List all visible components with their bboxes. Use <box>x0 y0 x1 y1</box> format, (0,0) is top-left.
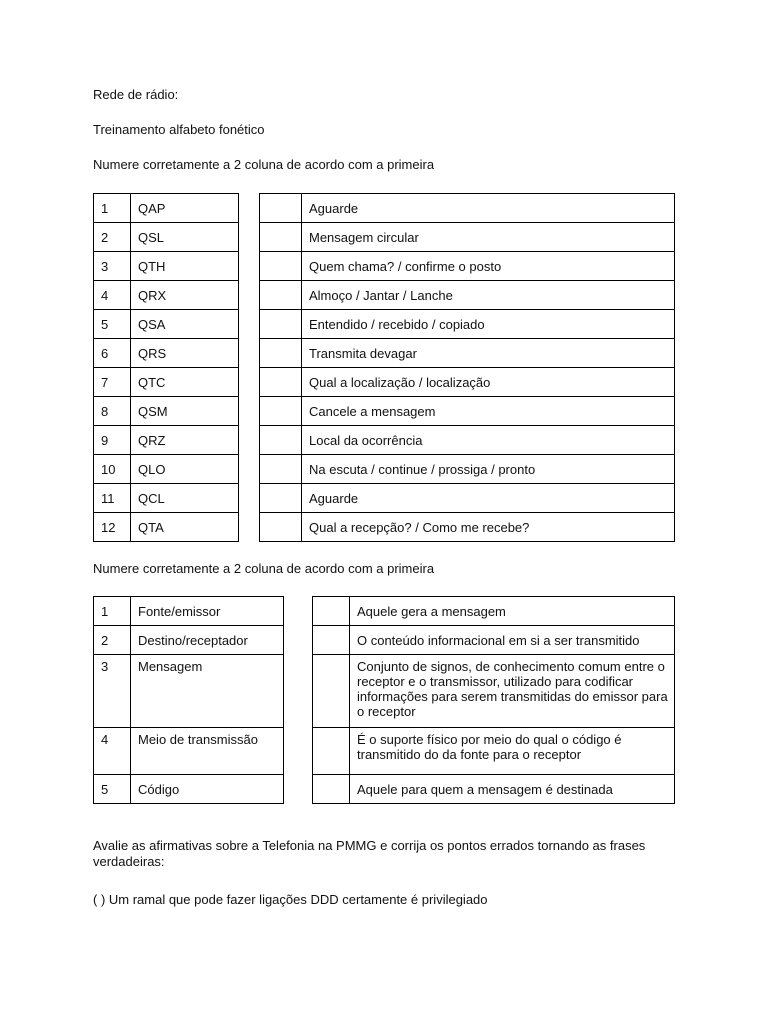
table-row <box>94 426 239 455</box>
doc-subtitle: Treinamento alfabeto fonético <box>93 122 265 137</box>
row-number: 5 <box>94 775 131 804</box>
answer-blank-cell[interactable] <box>313 728 350 775</box>
table-row <box>94 513 239 542</box>
table-row <box>313 775 675 804</box>
answer-blank-cell[interactable] <box>260 455 302 484</box>
row-number: 11 <box>94 484 131 513</box>
answer-blank-cell[interactable] <box>260 513 302 542</box>
meaning-cell: Qual a localização / localização <box>302 368 675 397</box>
table-row <box>260 368 675 397</box>
table-row <box>260 223 675 252</box>
table-row <box>260 513 675 542</box>
meaning-cell: Almoço / Jantar / Lanche <box>302 281 675 310</box>
table-row <box>260 426 675 455</box>
table-row <box>94 223 239 252</box>
meaning-cell: Entendido / recebido / copiado <box>302 310 675 339</box>
code-cell: QRX <box>131 281 239 310</box>
row-number: 5 <box>94 310 131 339</box>
table-row <box>313 728 675 775</box>
code-cell: QSA <box>131 310 239 339</box>
term-cell: Fonte/emissor <box>131 597 284 626</box>
answer-blank-cell[interactable] <box>260 252 302 281</box>
row-number: 4 <box>94 281 131 310</box>
table-row <box>94 597 284 626</box>
row-number: 2 <box>94 223 131 252</box>
answer-blank-cell[interactable] <box>313 775 350 804</box>
row-number: 10 <box>94 455 131 484</box>
row-number: 3 <box>94 252 131 281</box>
table-row <box>94 655 284 728</box>
table-row <box>260 194 675 223</box>
term-cell: Meio de transmissão <box>131 728 284 775</box>
definitions-table <box>312 596 675 804</box>
table-row <box>94 281 239 310</box>
definition-cell: O conteúdo informacional em si a ser transmitido <box>350 626 675 655</box>
row-number: 1 <box>94 597 131 626</box>
code-cell: QTA <box>131 513 239 542</box>
code-cell: QCL <box>131 484 239 513</box>
row-number: 2 <box>94 626 131 655</box>
meaning-cell: Quem chama? / confirme o posto <box>302 252 675 281</box>
table-row <box>94 194 239 223</box>
instruction-2: Numere corretamente a 2 coluna de acordo com a primeira <box>93 561 435 576</box>
table-row <box>94 626 284 655</box>
answer-blank-cell[interactable] <box>260 310 302 339</box>
answer-blank-cell[interactable] <box>260 281 302 310</box>
statement-1: ( ) Um ramal que pode fazer ligações DDD certamente é privilegiado <box>93 892 488 907</box>
answer-blank-cell[interactable] <box>313 597 350 626</box>
meaning-cell: Local da ocorrência <box>302 426 675 455</box>
answer-blank-cell[interactable] <box>260 194 302 223</box>
table-row <box>260 310 675 339</box>
code-cell: QRS <box>131 339 239 368</box>
section3-intro: Avalie as afirmativas sobre a Telefonia na PMMG e corrija os pontos errados tornando as frases verdadeiras: <box>93 838 646 869</box>
row-number: 9 <box>94 426 131 455</box>
table-row <box>313 655 675 728</box>
row-number: 4 <box>94 728 131 775</box>
answer-blank-cell[interactable] <box>313 626 350 655</box>
code-cell: QRZ <box>131 426 239 455</box>
table-row <box>94 339 239 368</box>
term-cell: Mensagem <box>131 655 284 728</box>
code-cell: QTC <box>131 368 239 397</box>
table-row <box>260 339 675 368</box>
table-row <box>94 252 239 281</box>
table-row <box>260 484 675 513</box>
definition-cell: Conjunto de signos, de conhecimento comum entre o receptor e o transmissor, utilizado para codificar informações para serem transmitidas do emissor para o receptor <box>350 655 675 728</box>
meaning-cell: Aguarde <box>302 484 675 513</box>
meaning-cell: Qual a recepção? / Como me recebe? <box>302 513 675 542</box>
answer-blank-cell[interactable] <box>260 368 302 397</box>
code-cell: QSM <box>131 397 239 426</box>
term-cell: Código <box>131 775 284 804</box>
table-row <box>94 397 239 426</box>
answer-blank-cell[interactable] <box>260 397 302 426</box>
definition-cell: Aquele gera a mensagem <box>350 597 675 626</box>
row-number: 3 <box>94 655 131 728</box>
row-number: 1 <box>94 194 131 223</box>
table-row <box>94 728 284 775</box>
table-row <box>260 397 675 426</box>
answer-blank-cell[interactable] <box>260 339 302 368</box>
table-row <box>313 597 675 626</box>
definition-cell: Aquele para quem a mensagem é destinada <box>350 775 675 804</box>
terms-table <box>93 596 284 804</box>
code-cell: QLO <box>131 455 239 484</box>
definition-cell: É o suporte físico por meio do qual o código é transmitido do da fonte para o receptor <box>350 728 675 775</box>
row-number: 7 <box>94 368 131 397</box>
term-cell: Destino/receptador <box>131 626 284 655</box>
codes-table <box>93 193 239 542</box>
table-row <box>94 310 239 339</box>
answer-blank-cell[interactable] <box>260 223 302 252</box>
answer-blank-cell[interactable] <box>260 484 302 513</box>
meaning-cell: Na escuta / continue / prossiga / pronto <box>302 455 675 484</box>
table-row <box>260 455 675 484</box>
table-row <box>94 484 239 513</box>
answer-blank-cell[interactable] <box>260 426 302 455</box>
code-cell: QAP <box>131 194 239 223</box>
meaning-cell: Mensagem circular <box>302 223 675 252</box>
table-row <box>94 455 239 484</box>
table-row <box>313 626 675 655</box>
row-number: 12 <box>94 513 131 542</box>
code-cell: QTH <box>131 252 239 281</box>
row-number: 8 <box>94 397 131 426</box>
row-number: 6 <box>94 339 131 368</box>
meanings-table <box>259 193 675 542</box>
instruction-1: Numere corretamente a 2 coluna de acordo com a primeira <box>93 157 435 172</box>
answer-blank-cell[interactable] <box>313 655 350 728</box>
code-cell: QSL <box>131 223 239 252</box>
table-row <box>260 252 675 281</box>
table-row <box>94 368 239 397</box>
table-row <box>94 775 284 804</box>
table-row <box>260 281 675 310</box>
meaning-cell: Transmita devagar <box>302 339 675 368</box>
doc-title: Rede de rádio: <box>93 87 179 102</box>
meaning-cell: Cancele a mensagem <box>302 397 675 426</box>
meaning-cell: Aguarde <box>302 194 675 223</box>
